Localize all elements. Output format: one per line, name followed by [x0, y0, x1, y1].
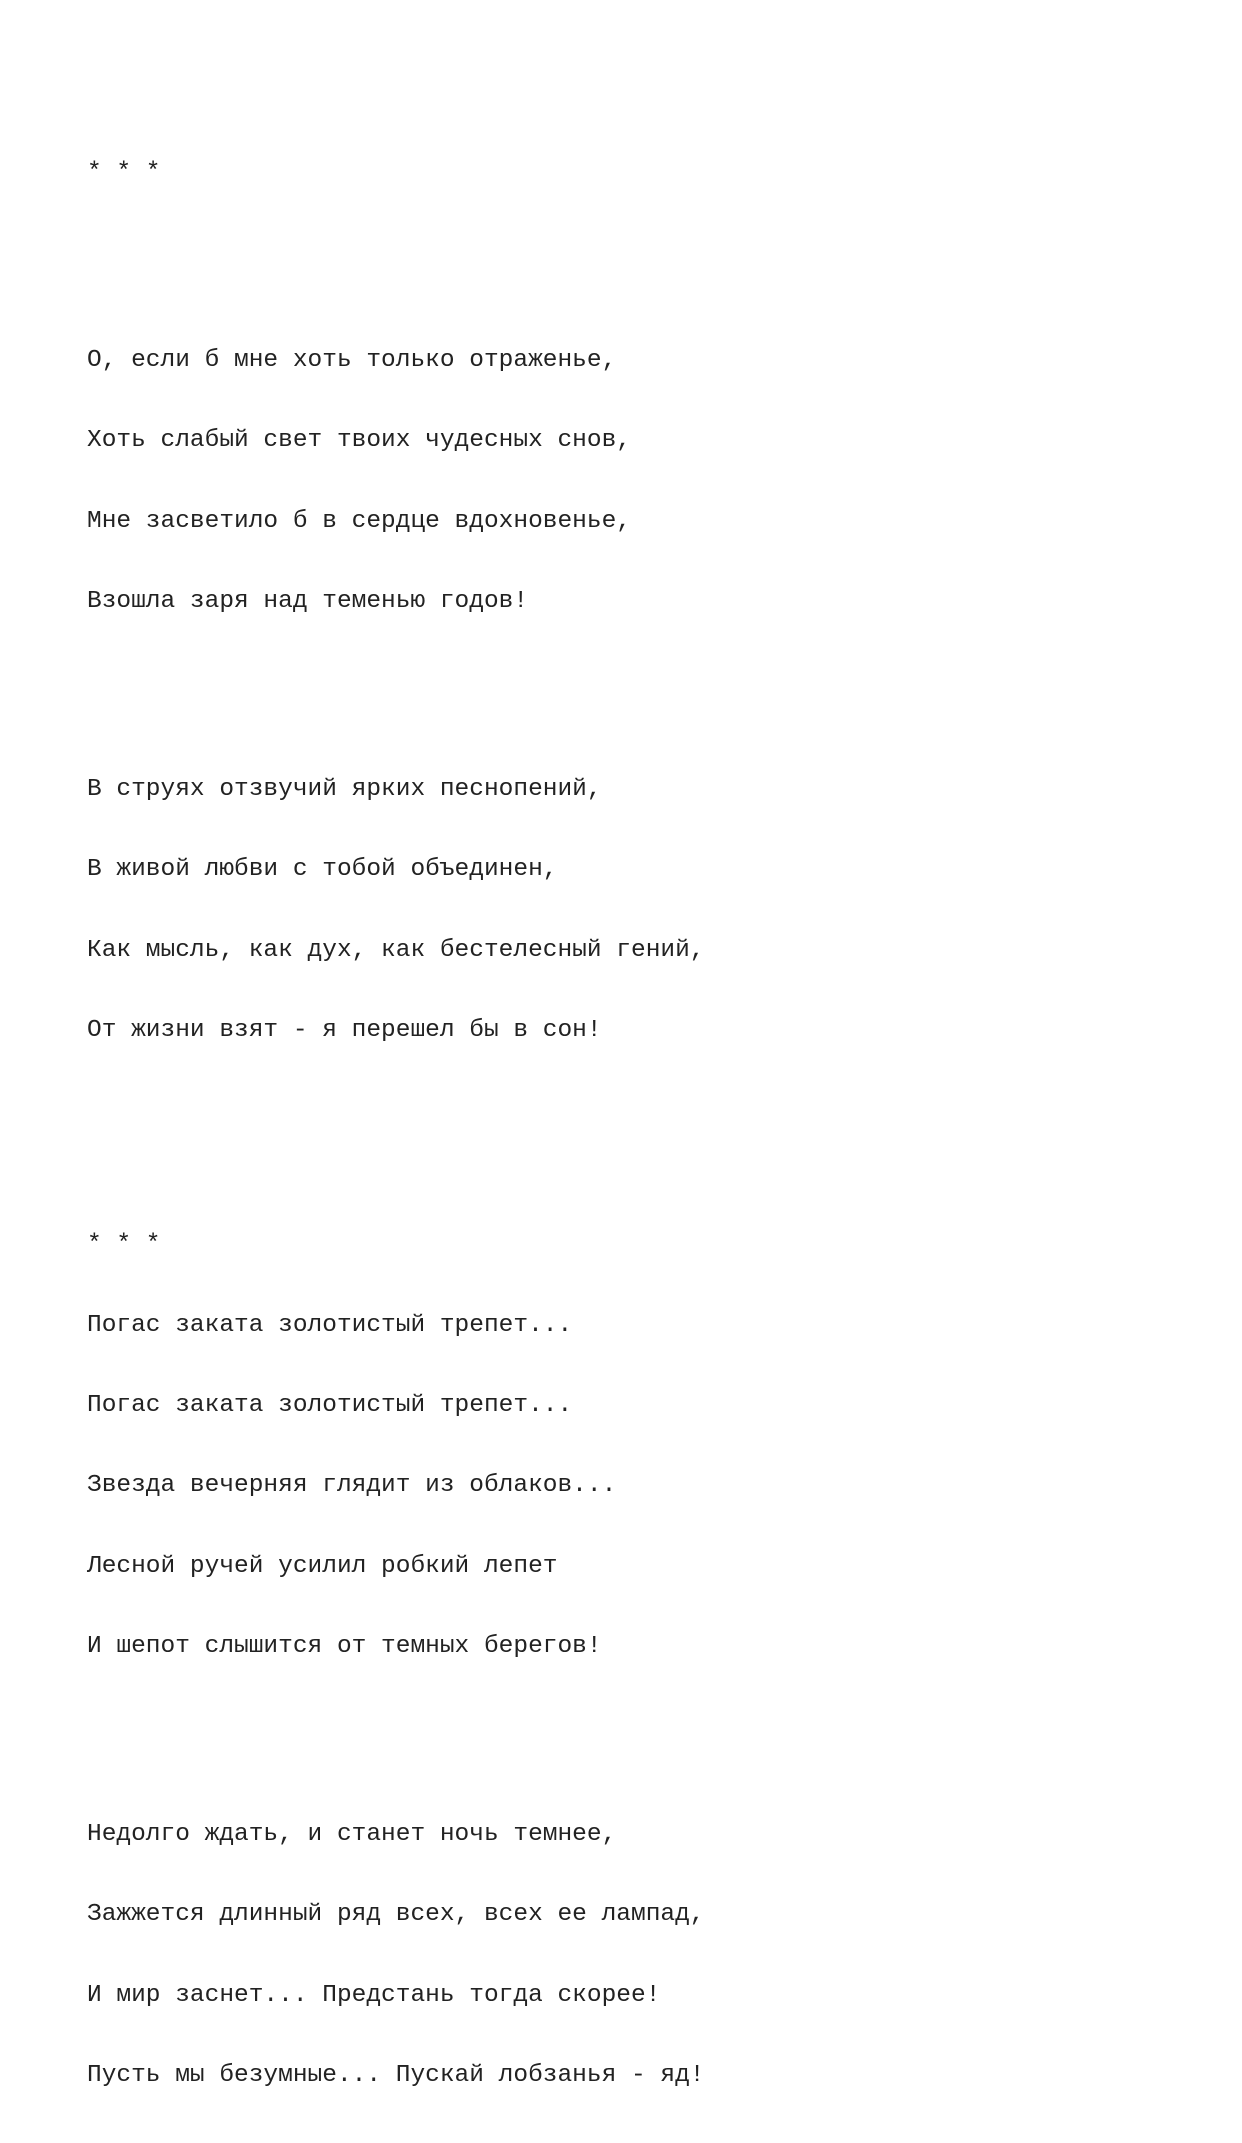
poem-line: И мир заснет... Предстань тогда скорее!	[87, 1981, 661, 2009]
poem-line: Хоть слабый свет твоих чудесных снов,	[87, 427, 631, 455]
section-separator: * * *	[87, 159, 161, 187]
poem-line: И шепот слышится от темных берегов!	[87, 1633, 602, 1661]
blank-line	[87, 670, 987, 697]
poem-line: О, если б мне хоть только отраженье,	[87, 346, 617, 374]
blank-line	[87, 241, 987, 268]
poem-line: В живой любви с тобой объединен,	[87, 856, 558, 884]
poem-line: Зажжется длинный ряд всех, всех ее лампад,	[87, 1901, 705, 1929]
poem-line: В струях отзвучий ярких песнопений,	[87, 775, 602, 803]
poem-line: Взошла заря над теменью годов!	[87, 588, 529, 616]
poem-line: Погас заката золотистый трепет...	[87, 1392, 573, 1420]
blank-line	[87, 1098, 987, 1125]
poem-line: Недолго ждать, и станет ночь темнее,	[87, 1820, 617, 1848]
poem-text	[87, 80, 987, 2143]
poem-line: От жизни взят - я перешел бы в сон!	[87, 1016, 602, 1044]
blank-line	[87, 1715, 987, 1742]
poem-line: Как мысль, как дух, как бестелесный гений,	[87, 936, 705, 964]
poem-line: Погас заката золотистый трепет...	[87, 1311, 573, 1339]
poem-line: Лесной ручей усилил робкий лепет	[87, 1552, 558, 1580]
section-separator: * * *	[87, 1231, 161, 1259]
poem-line: Мне засветило б в сердце вдохновенье,	[87, 507, 631, 535]
poem-line: Пусть мы безумные... Пускай лобзанья - яд!	[87, 2061, 705, 2089]
poem-line: Звезда вечерняя глядит из облаков...	[87, 1472, 617, 1500]
